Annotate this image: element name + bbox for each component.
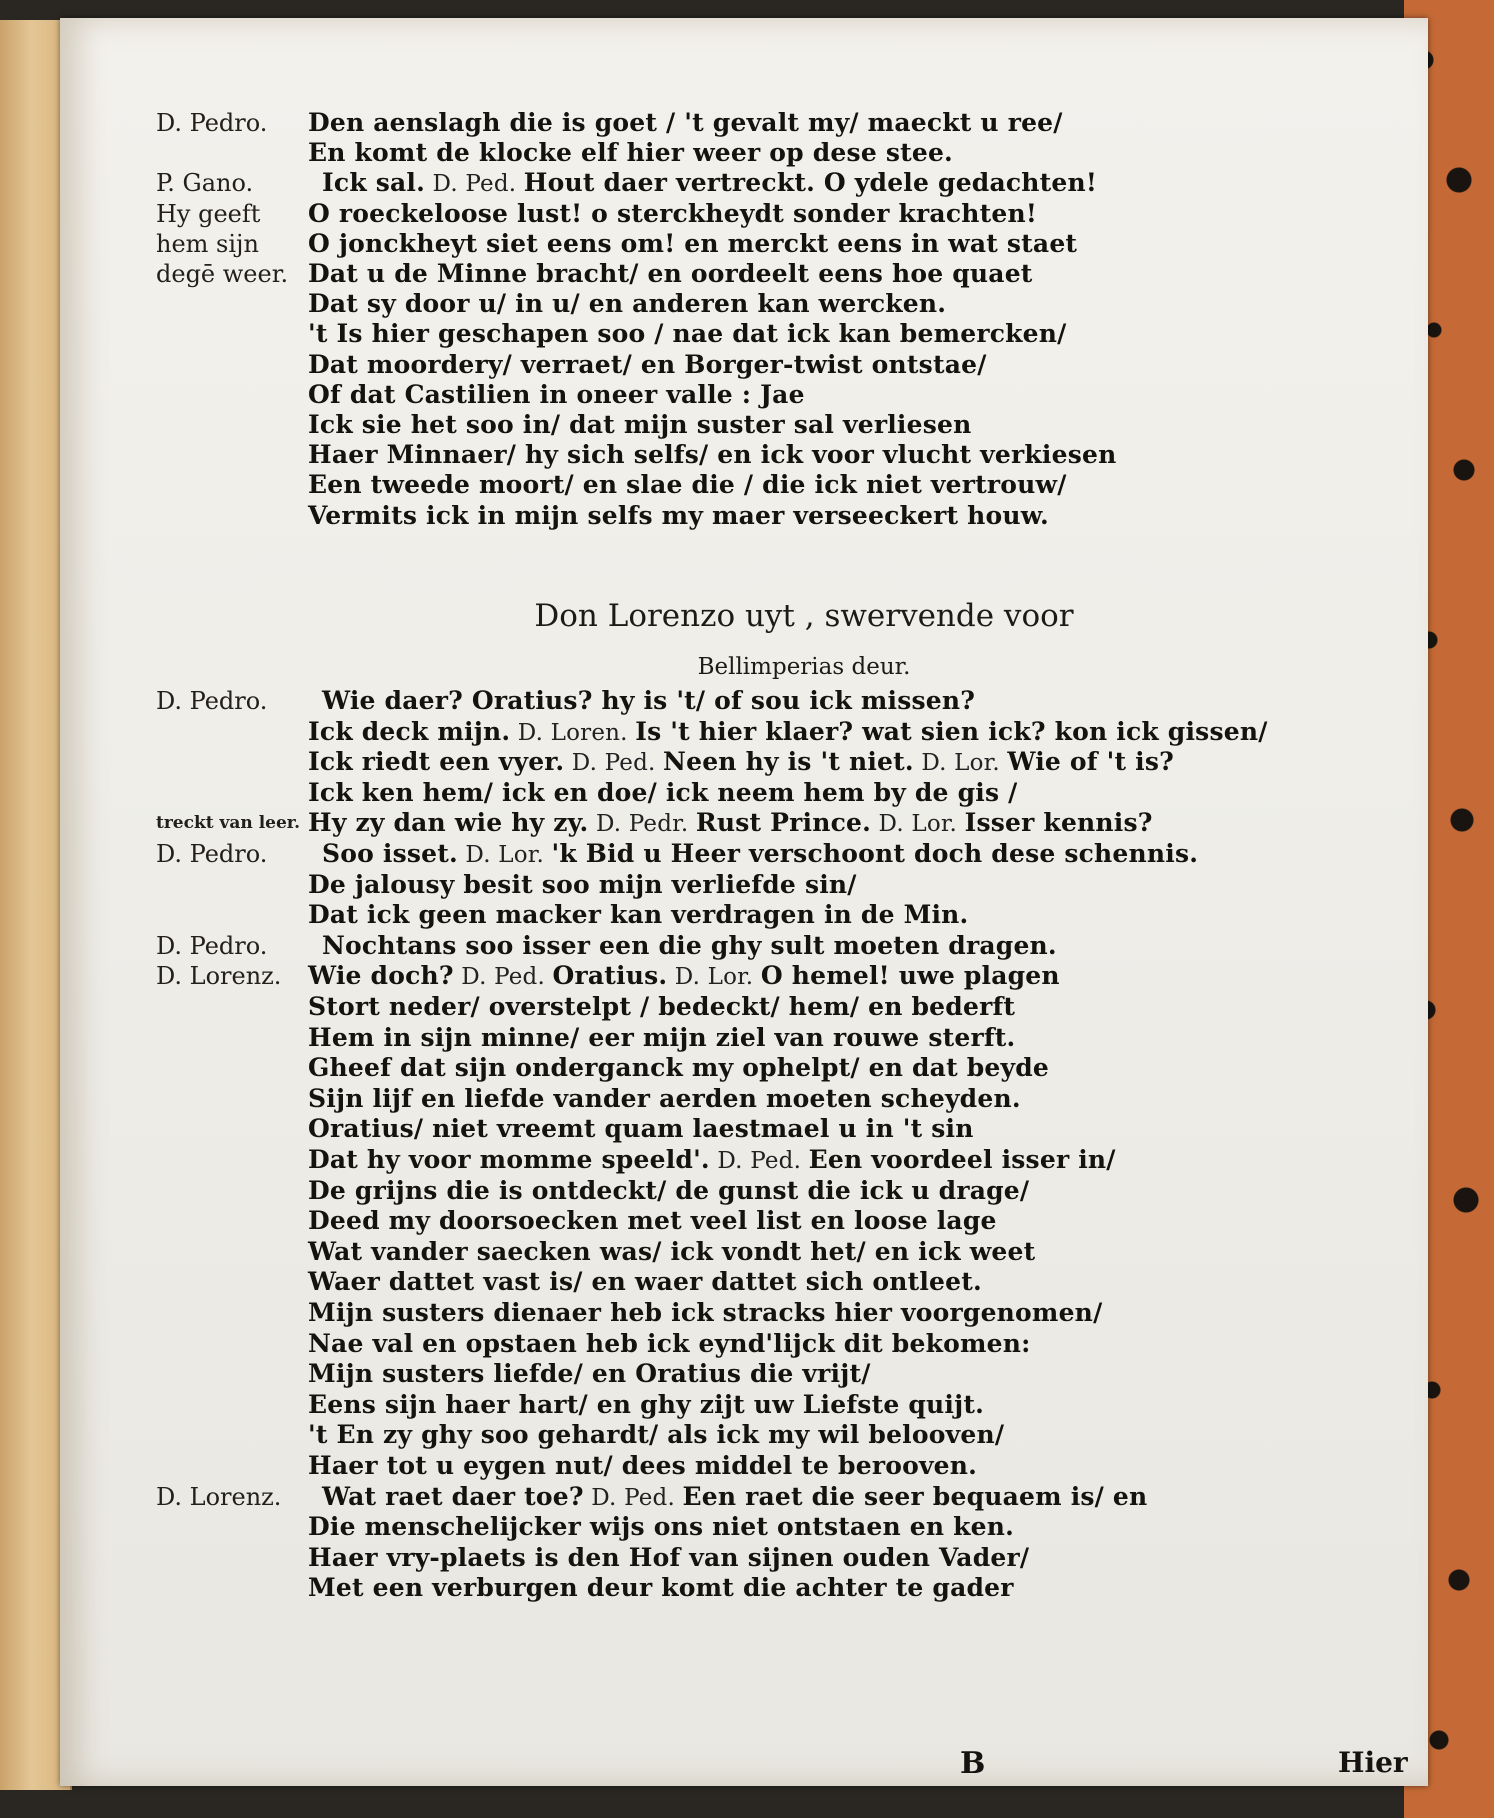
verse-row bbox=[60, 776, 1428, 810]
verse-text bbox=[322, 684, 975, 718]
verse-row bbox=[60, 1418, 1428, 1452]
verse-row bbox=[60, 1571, 1428, 1605]
verse-segment: O jonckheyt siet eens om! en merckt eens in wat staet bbox=[308, 228, 1078, 258]
verse-row bbox=[60, 257, 1428, 291]
verse-row bbox=[60, 1204, 1428, 1238]
verse-segment: Haer tot u eygen nut/ dees middel te berooven. bbox=[308, 1451, 978, 1480]
verse-row bbox=[60, 197, 1428, 231]
verse-row bbox=[60, 408, 1428, 442]
verse-segment: Hout daer vertreckt. O ydele gedachten! bbox=[523, 168, 1098, 198]
verse-segment: Ick deck mijn. bbox=[308, 716, 511, 746]
inline-speaker: D. Loren. bbox=[510, 719, 636, 746]
verse-text bbox=[308, 1449, 977, 1483]
verse-segment: Dat sy door u/ in u/ en anderen kan wercken. bbox=[308, 289, 947, 319]
verse-segment: Haer Minnaer/ hy sich selfs/ en ick voor vlucht verkiesen bbox=[308, 440, 1117, 470]
verse-segment: Wie daer? Oratius? hy is 't/ of sou ick missen? bbox=[322, 686, 976, 715]
verse-segment: En komt de klocke elf hier weer op dese stee. bbox=[308, 138, 953, 168]
verse-row bbox=[60, 1235, 1428, 1269]
verse-text bbox=[308, 776, 1017, 810]
verse-segment: Ick sie het soo in/ dat mijn suster sal verliesen bbox=[308, 410, 972, 439]
verse-text bbox=[308, 868, 857, 902]
verse-row bbox=[60, 868, 1428, 902]
verse-segment: Mijn susters liefde/ en Oratius die vrijt/ bbox=[308, 1359, 871, 1389]
verse-text bbox=[308, 990, 1015, 1024]
verse-row bbox=[60, 1265, 1428, 1299]
verse-segment: Hy zy dan wie hy zy. bbox=[308, 808, 589, 838]
verse-row bbox=[60, 1082, 1428, 1116]
speaker-label: D. Pedro. bbox=[156, 687, 268, 715]
verse-segment: Waer dattet vast is/ en waer dattet sich ontleet. bbox=[308, 1267, 982, 1297]
verse-text bbox=[308, 898, 968, 932]
verse-segment: Een tweede moort/ en slae die / die ick niet vertrouw/ bbox=[308, 470, 1067, 500]
verse-text bbox=[308, 408, 972, 442]
verse-segment: Haer vry-plaets is den Hof van sijnen ouden Vader/ bbox=[308, 1542, 1030, 1572]
verse-text bbox=[308, 257, 1033, 291]
verse-row bbox=[60, 1296, 1428, 1330]
verse-text bbox=[308, 106, 1063, 140]
inline-speaker: D. Ped. bbox=[583, 1484, 683, 1511]
verse-text bbox=[308, 1174, 1029, 1208]
verse-text bbox=[308, 438, 1116, 472]
verse-segment: Nae val en opstaen heb ick eynd'lijck dit bekomen: bbox=[308, 1328, 1031, 1358]
speaker-label: hem sijn bbox=[156, 229, 259, 258]
verse-segment: Mijn susters dienaer heb ick stracks hier voorgenomen/ bbox=[308, 1298, 1103, 1327]
verse-segment: Is 't hier klaer? wat sien ick? kon ick gissen/ bbox=[635, 716, 1268, 746]
verse-row bbox=[60, 227, 1428, 261]
speaker-label: treckt van leer. bbox=[156, 813, 301, 834]
inline-speaker: D. Ped. bbox=[453, 964, 553, 991]
verse-row bbox=[60, 745, 1428, 779]
stage-direction-line-1: Don Lorenzo uyt , swervende voor bbox=[534, 598, 1074, 634]
verse-segment: Dat ick geen macker kan verdragen in de Min. bbox=[308, 900, 969, 930]
verse-row bbox=[60, 806, 1428, 840]
speaker-label: D. Pedro. bbox=[156, 931, 268, 960]
verse-segment: Wie of 't is? bbox=[1007, 747, 1174, 777]
verse-text bbox=[308, 1265, 982, 1299]
verse-segment: Die menschelijcker wijs ons niet ontstaen en ken. bbox=[308, 1512, 1015, 1542]
verse-segment: Met een verburgen deur komt die achter te gader bbox=[308, 1573, 1014, 1603]
verse-text bbox=[308, 1541, 1029, 1575]
verse-segment: Een raet die seer bequaem is/ en bbox=[682, 1481, 1148, 1511]
verse-text bbox=[308, 1510, 1014, 1544]
verse-row bbox=[60, 1357, 1428, 1391]
verse-text bbox=[308, 1021, 1015, 1055]
verse-row bbox=[60, 1541, 1428, 1575]
inline-speaker: D. Lor. bbox=[457, 842, 552, 868]
verse-row bbox=[60, 715, 1428, 749]
signature-mark: B bbox=[960, 1746, 986, 1781]
verse-text bbox=[308, 1327, 1031, 1361]
verse-row bbox=[60, 1143, 1428, 1177]
verse-text bbox=[308, 1051, 1049, 1085]
speaker-label: D. Lorenz. bbox=[156, 1482, 282, 1511]
verse-row bbox=[60, 348, 1428, 382]
verse-segment: De grijns die is ontdeckt/ de gunst die ick u drage/ bbox=[308, 1175, 1030, 1205]
verse-row bbox=[60, 136, 1428, 170]
speaker-label: D. Pedro. bbox=[156, 109, 268, 137]
verse-segment: Wat raet daer toe? bbox=[322, 1481, 584, 1511]
verse-segment: Sijn lijf en liefde vander aerden moeten scheyden. bbox=[308, 1083, 1021, 1113]
verse-segment: De jalousy besit soo mijn verliefde sin/ bbox=[308, 869, 857, 899]
verse-segment: O roeckeloose lust! o sterckheydt sonder krachten! bbox=[308, 198, 1038, 228]
speaker-label: degē weer. bbox=[156, 260, 289, 288]
verse-row bbox=[60, 1112, 1428, 1146]
verse-segment: Gheef dat sijn onderganck my ophelpt/ en dat beyde bbox=[308, 1053, 1050, 1083]
verse-text bbox=[308, 287, 946, 321]
verse-row bbox=[60, 898, 1428, 932]
verse-text bbox=[308, 1204, 997, 1238]
verse-text bbox=[308, 197, 1037, 231]
verse-row bbox=[60, 1021, 1428, 1055]
verse-text bbox=[308, 227, 1077, 261]
verse-row bbox=[60, 166, 1428, 200]
verse-row bbox=[60, 438, 1428, 472]
speaker-label: D. Lorenz. bbox=[156, 962, 282, 991]
inline-speaker: D. Ped. bbox=[425, 171, 524, 198]
verse-row bbox=[60, 990, 1428, 1024]
catchword: Hier bbox=[1338, 1746, 1408, 1779]
verse-segment: Vermits ick in mijn selfs my maer verseeckert houw. bbox=[308, 500, 1049, 530]
verse-segment: Hem in sijn minne/ eer mijn ziel van rouwe sterft. bbox=[308, 1022, 1016, 1052]
verse-row bbox=[60, 1327, 1428, 1361]
verse-text bbox=[308, 317, 1066, 351]
verse-row bbox=[60, 684, 1428, 718]
verse-segment: Isser kennis? bbox=[964, 808, 1153, 838]
verse-row bbox=[60, 468, 1428, 502]
verse-segment: Oratius/ niet vreemt quam laestmael u in 't sin bbox=[308, 1114, 974, 1144]
verse-row bbox=[60, 1388, 1428, 1422]
verse-segment: Den aenslagh die is goet / 't gevalt my/ maeckt u ree/ bbox=[308, 108, 1063, 137]
inline-speaker: D. Lor. bbox=[913, 750, 1008, 777]
verse-text bbox=[308, 1418, 1004, 1452]
verse-text bbox=[308, 1388, 984, 1422]
verse-text bbox=[308, 499, 1049, 533]
inline-speaker: D. Ped. bbox=[564, 750, 664, 777]
verse-row bbox=[60, 287, 1428, 321]
verse-segment: Soo isset. bbox=[322, 839, 458, 868]
verse-text bbox=[322, 929, 1057, 963]
verse-row bbox=[60, 317, 1428, 351]
verse-row bbox=[60, 1449, 1428, 1483]
inline-speaker: D. Lor. bbox=[667, 964, 761, 991]
verse-segment: Eens sijn haer hart/ en ghy zijt uw Liefste quijt. bbox=[308, 1389, 984, 1419]
verse-segment: Ick ken hem/ ick en doe/ ick neem hem by de gis / bbox=[308, 777, 1018, 807]
verse-row bbox=[60, 837, 1428, 871]
inline-speaker: D. Pedr. bbox=[588, 811, 696, 838]
verse-segment: Dat u de Minne bracht/ en oordeelt eens hoe quaet bbox=[308, 259, 1033, 288]
speaker-label: P. Gano. bbox=[156, 169, 254, 198]
verse-segment: Een voordeel isser in/ bbox=[808, 1145, 1116, 1174]
verse-segment: Deed my doorsoecken met veel list en loose lage bbox=[308, 1206, 997, 1236]
verse-row bbox=[60, 929, 1428, 963]
verse-row bbox=[60, 106, 1428, 140]
verse-segment: Ick riedt een vyer. bbox=[308, 747, 565, 777]
verse-text bbox=[308, 348, 987, 382]
verse-segment: Neen hy is 't niet. bbox=[663, 747, 914, 777]
verse-segment: 't Is hier geschapen soo / nae dat ick kan bemercken/ bbox=[308, 319, 1067, 349]
verse-text bbox=[308, 1082, 1021, 1116]
verse-segment: Stort neder/ overstelpt / bedeckt/ hem/ en bederft bbox=[308, 992, 1016, 1021]
verse-text bbox=[308, 1235, 1035, 1269]
verse-text bbox=[308, 1357, 871, 1391]
verse-text bbox=[308, 1571, 1014, 1605]
verse-text bbox=[308, 136, 953, 170]
verse-segment: Wat vander saecken was/ ick vondt het/ en ick weet bbox=[308, 1236, 1036, 1266]
stage-direction-line-2: Bellimperias deur. bbox=[697, 654, 911, 680]
verse-segment: Nochtans soo isser een die ghy sult moeten dragen. bbox=[322, 930, 1057, 960]
verse-text bbox=[308, 378, 805, 412]
inline-speaker: D. Lor. bbox=[871, 811, 965, 838]
verse-segment: Rust Prince. bbox=[695, 808, 872, 838]
inline-speaker: D. Ped. bbox=[709, 1148, 809, 1174]
verse-segment: Ick sal. bbox=[322, 168, 426, 198]
printed-page bbox=[60, 18, 1428, 1786]
verse-text bbox=[308, 468, 1067, 502]
verse-segment: Of dat Castilien in oneer valle : Jae bbox=[308, 379, 805, 409]
verse-segment: 't En zy ghy soo gehardt/ als ick my wil belooven/ bbox=[308, 1420, 1005, 1450]
verse-segment: O hemel! uwe plagen bbox=[760, 961, 1060, 991]
verse-row bbox=[60, 1174, 1428, 1208]
verse-segment: Oratius. bbox=[552, 961, 668, 991]
verse-text bbox=[308, 1296, 1102, 1330]
verse-text bbox=[308, 1112, 974, 1146]
verse-segment: Dat moordery/ verraet/ en Borger-twist ontstae/ bbox=[308, 349, 987, 379]
verse-segment: 'k Bid u Heer verschoont doch dese schennis. bbox=[551, 839, 1199, 868]
verse-row bbox=[60, 959, 1428, 993]
verse-row bbox=[60, 378, 1428, 412]
verse-row bbox=[60, 499, 1428, 533]
verse-row bbox=[60, 1510, 1428, 1544]
verse-segment: Dat hy voor momme speeld'. bbox=[308, 1145, 710, 1174]
verse-row bbox=[60, 1480, 1428, 1514]
verse-row bbox=[60, 1051, 1428, 1085]
speaker-label: Hy geeft bbox=[156, 199, 261, 228]
verse-segment: Wie doch? bbox=[308, 961, 454, 991]
speaker-label: D. Pedro. bbox=[156, 840, 268, 868]
